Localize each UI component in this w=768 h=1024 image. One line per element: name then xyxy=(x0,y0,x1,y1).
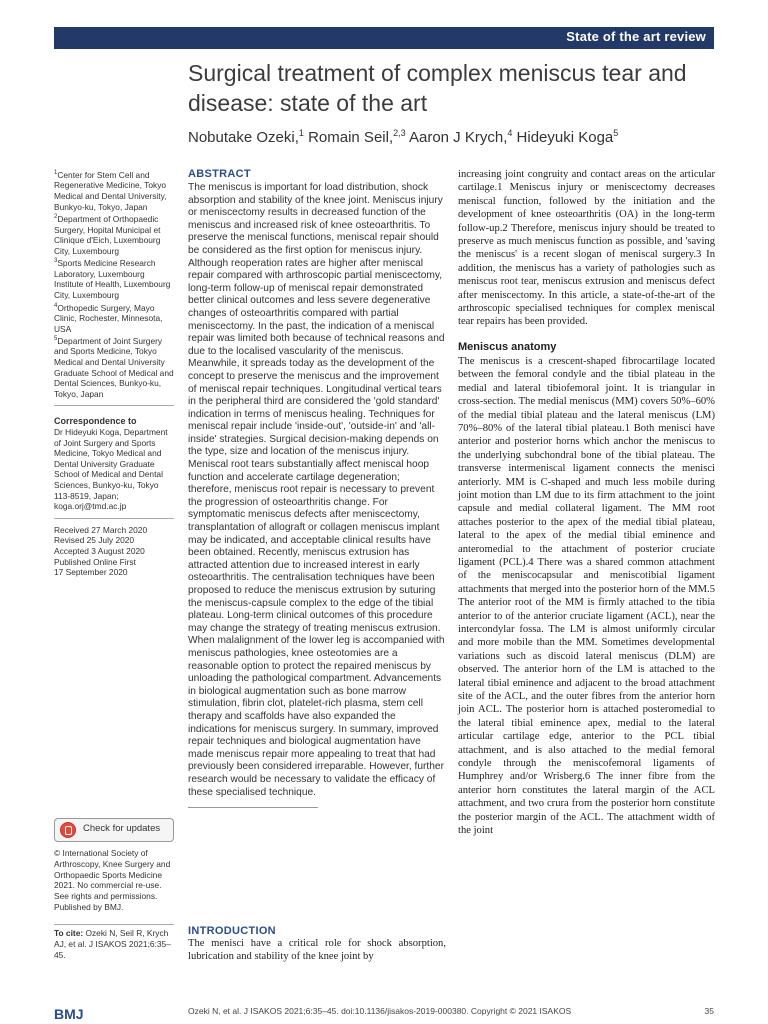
introduction-section xyxy=(188,925,446,964)
affil-text: Center for Stem Cell and Regenerative Medicine, Tokyo Medical and Dental University, Bunkyo-ku, Tokyo, Japan xyxy=(54,169,167,212)
affiliation xyxy=(54,334,174,399)
page-footer xyxy=(188,1006,714,1016)
affil-num: 1 xyxy=(54,170,58,176)
introduction-heading: INTRODUCTION xyxy=(188,925,276,937)
author-affil: 5 xyxy=(613,128,619,138)
date-line: 17 September 2020 xyxy=(54,567,128,578)
author-name: Romain Seil, xyxy=(308,129,394,146)
affil-num: 4 xyxy=(54,302,58,309)
to-cite-label: To cite: xyxy=(54,928,84,938)
page-number: 35 xyxy=(704,1006,714,1016)
affiliation xyxy=(54,168,174,212)
correspondence-text: Dr Hideyuki Koga, Department of Joint Surgery and Sports Medicine, Tokyo Medical and Dental University Graduate School of Medical and Dental Sciences, Bunkyo-ku, Tokyo 113-8519, Japan; koga.orj@tmd.ac.jp xyxy=(54,427,168,512)
affiliation xyxy=(54,212,174,256)
article-dates xyxy=(54,525,174,578)
affil-num: 2 xyxy=(54,214,58,221)
affil-text: Department of Orthopaedic Surgery, Hopital Municipal et Clinique d'Eich, Luxembourg City, Luxembourg xyxy=(54,213,161,256)
date-line: Revised 25 July 2020 xyxy=(54,535,135,546)
copyright-notice: © International Society of Arthroscopy, Knee Surgery and Orthopaedic Sports Medicine 2021. No commercial re-use. See rights and permissions. Published by BMJ. xyxy=(54,848,171,912)
author-affil: 4 xyxy=(507,128,513,138)
article-title: Surgical treatment of complex meniscus tear and disease: state of the art xyxy=(188,60,687,116)
divider xyxy=(54,405,174,406)
affil-text: Sports Medicine Research Laboratory, Luxembourg Institute of Health, Luxembourg City, Luxembourg xyxy=(54,258,171,300)
affiliation xyxy=(54,256,174,300)
introduction-text: The menisci have a critical role for shock absorption, lubrication and stability of the knee joint by xyxy=(188,938,446,963)
author-list xyxy=(188,128,618,146)
abstract-text: The meniscus is important for load distribution, shock absorption and stability of the knee joint. Meniscus injury or meniscectomy results in decreased function of the meniscus and increased risk of knee osteoarthritis. To preserve the meniscal functions, meniscal repair should be considered as the first option for meniscus injury. Although reoperation rates are higher after meniscal repair compared with arthroscopic partial meniscectomy, long-term follow-up of meniscal repair demonstrated better clinical outcomes and less severe degenerative changes of osteoarthritis compared with partial meniscectomy. In the past, the indication of a meniscal repair was limited both because of technical reasons and due to the localised vascularity of the meniscus. Meanwhile, it spreads today as the development of the concept to preserve the meniscus and the improvement of meniscal repair techniques. Longitudinal vertical tears in the peripheral third are considered the 'gold standard' indication in terms of meniscus healing. Techniques for meniscal repair include 'inside-out', 'outside-in' and 'all-inside' strategies. Surgical decision-making depends on the type, size and location of the meniscus injury. Meniscal root tears substantially affect meniscal hoop function and accelerate cartilage degeneration; therefore, meniscus root repair is necessary to prevent the progression of osteoarthritis change. For symptomatic meniscus defects after meniscectomy, transplantation of allograft or collagen meniscus implant may be indicated, and acceptable clinical results have been obtained. Recently, meniscus extrusion has attracted attention due to increased interest in early osteoarthritis. The centralisation techniques have been proposed to reduce the meniscus extrusion by suturing the meniscus-capsule complex to the edge of the tibial plateau. Long-term clinical outcomes of this procedure may change the strategy of treating meniscus extrusion. When malalignment of the lower leg is accompanied with meniscus pathologies, knee osteotomies are a reasonable option to protect the repaired meniscus by unloading the pathological compartment. Advancements in biological augmentation such as bone marrow stimulation, fibrin clot, platelet-rich plasma, stem cell therapy and scaffolds have also expanded the indications for meniscus surgery. In summary, improved repair techniques and biological augmentation have made meniscus repair more appealing to treat that had previously been considered irreparable. However, further research would be necessary to validate the efficacy of these specialised technique. xyxy=(188,182,445,798)
body-paragraph: The meniscus is a crescent-shaped fibrocartilage located between the femoral condyle and the tibial plateau in the medial and lateral tibiofemoral joint. It is triangular in cross-section. The medial meniscus (MM) covers 50%–60% of the medial tibial plateau and the lateral meniscus (LM) 70%–80% of the lateral tibial plateau.1 Both menisci have anterior and posterior horns which anchor the meniscus to the underlying subchondral bone of the tibial plateau. The transverse intermeniscal ligament connects the menisci anteriorly. MM is C-shaped and much less mobile during joint motion than LM due to its firm attachment to the joint capsule and medial collateral ligament. The MM root attaches posterior to the apex of the medial tibial plateau, lateral to the apex of the medial tibial eminence and anteromedial to the attachment of posterior cruciate ligament (PCL).4 There was a shared common attachment of the meniscocapsular and meniscotibial ligament attachments that merged into the posterior horn of the MM.5 The anterior root of the MM is firmly attached to the tibia anterior to of the anterior cruciate ligament (ACL), near the intercondylar fossa. The LM is almost uniformly circular and more mobile than the MM. Sometimes developmental variations such as discoid lateral meniscus (DLM) are observed. The anterior horn of the LM is attached to the lateral tibial eminence and adjacent to the broad attachment site of the ACL, and the outer fibres from the anterior horn join ACL. The posterior horn is attached posteromedial to the lateral tibial eminence apex, medial to the lateral articular cartilage edge, anterior to the PCL tibial attachment, and is also attached to the medial femoral condyle through the meniscofemoral ligaments of Humphrey and/or Wrisberg.6 The inner fibre from the anterior horn constitutes the lateral margin of the ACL attachment, and two crura from the posterior horn constitute the posterior margin of the ACL. The attachment width of the joint xyxy=(458,355,715,837)
to-cite xyxy=(54,924,174,960)
affiliation xyxy=(54,301,174,335)
affil-num: 3 xyxy=(54,258,58,265)
section-banner xyxy=(54,27,714,49)
divider xyxy=(54,518,174,519)
date-line: Received 27 March 2020 xyxy=(54,524,148,535)
abstract-heading: ABSTRACT xyxy=(188,168,251,180)
bmj-logo: BMJ xyxy=(54,1006,84,1022)
author-name: Nobutake Ozeki, xyxy=(188,129,299,146)
subsection-heading: Meniscus anatomy xyxy=(458,340,557,353)
author-name: Aaron J Krych, xyxy=(408,129,508,146)
sidebar xyxy=(54,168,174,578)
author-name: Hideyuki Koga xyxy=(516,129,614,146)
divider xyxy=(188,807,318,808)
check-for-updates-button[interactable] xyxy=(54,818,174,842)
body-paragraph: increasing joint congruity and contact areas on the articular cartilage.1 Meniscus injury or meniscectomy decreases meniscal function, followed by the initiation and the development of knee osteoarthritis (OA) in the long-term follow-up.2 Therefore, meniscus injury should be treated to preserve as much meniscus function as possible, and 'saving the meniscus' is a recent slogan of meniscal surgery.3 In addition, the meniscus has a variety of pathologies such as meniscus root tear, meniscus extrusion and meniscus defect after meniscectomy. In this article, a state-of-the-art of the arthroscopic specialised techniques for complex meniscal tear repairs has been provided. xyxy=(458,169,715,328)
date-line: Accepted 3 August 2020 xyxy=(54,545,145,556)
correspondence-heading: Correspondence to xyxy=(54,416,137,427)
bookmark-icon xyxy=(60,822,76,838)
abstract-section xyxy=(188,168,446,808)
affil-text: Department of Joint Surgery and Sports Medicine, Tokyo Medical and Dental University Graduate School of Medical and Dental Sciences, Bunkyo-ku, Tokyo, Japan xyxy=(54,335,174,399)
body-column xyxy=(458,168,715,838)
banner-label: State of the art review xyxy=(566,29,706,44)
affil-num: 5 xyxy=(54,336,58,343)
author-affil: 2,3 xyxy=(393,128,406,138)
footer-citation: Ozeki N, et al. J ISAKOS 2021;6:35–45. doi:10.1136/jisakos-2019-000380. Copyright © 2021 ISAKOS xyxy=(188,1006,572,1016)
to-cite-text: Ozeki N, Seil R, Krych AJ, et al. J ISAKOS 2021;6:35–45. xyxy=(54,928,171,960)
affil-text: Orthopedic Surgery, Mayo Clinic, Rochester, Minnesota, USA xyxy=(54,302,163,334)
check-for-updates-label: Check for updates xyxy=(83,823,161,834)
date-line: Published Online First xyxy=(54,556,136,567)
author-affil: 1 xyxy=(298,128,304,138)
